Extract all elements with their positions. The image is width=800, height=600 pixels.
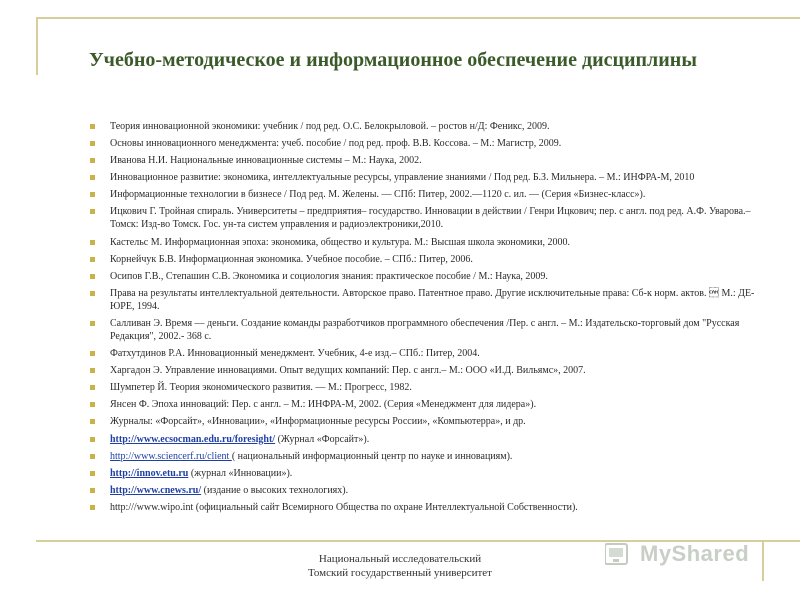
reference-link[interactable]: http://www.cnews.ru/ xyxy=(110,484,202,496)
reference-text: (Журнал «Форсайт»). xyxy=(275,433,370,445)
list-item xyxy=(90,467,760,480)
list-item xyxy=(90,287,760,313)
bullet-icon xyxy=(90,351,95,356)
list-item xyxy=(90,270,760,283)
reference-text: Информационные технологии в бизнесе / Под ред. М. Желены. — СПб: Питер, 2002.—1120 с. ил. — (Серия «Бизнес-класс»). xyxy=(110,189,646,201)
list-item xyxy=(90,501,760,514)
list-item xyxy=(90,415,760,428)
reference-text: Шумпетер Й. Теория экономического развития. — М.: Прогресс, 1982. xyxy=(110,382,412,394)
list-item xyxy=(90,171,760,184)
reference-text: Ицкович Г. Тройная спираль. Университеты – предприятия– государство. Инновации в действии / Генри Ицкович; пер. с англ. под ред. А.Ф. Уварова.– Томск: Изд-во Томск. Гос. ун-та систем управления и радиоэлектроники,2010. xyxy=(110,206,751,231)
bullet-icon xyxy=(90,419,95,424)
list-item xyxy=(90,381,760,394)
reference-text: Янсен Ф. Эпоха инноваций: Пер. с англ. – М.: ИНФРА-М, 2002. (Серия «Менеджмент для лидера»). xyxy=(110,399,537,411)
list-item xyxy=(90,205,760,231)
list-item xyxy=(90,120,760,133)
reference-link[interactable]: http://www.sciencerf.ru/client xyxy=(110,450,232,462)
reference-text: Инновационное развитие: экономика, интеллектуальные ресурсы, управление знаниями / Под ред. Б.З. Мильнера. – М.: ИНФРА-М, 2010 xyxy=(110,172,695,184)
reference-text: Фатхутдинов Р.А. Инновационный менеджмент. Учебник, 4-е изд.– СПб.: Питер, 2004. xyxy=(110,348,480,360)
reference-text: ( национальный информационный центр по науке и инновациям). xyxy=(231,450,513,462)
list-item xyxy=(90,398,760,411)
reference-link[interactable]: http://innov.etu.ru xyxy=(110,467,189,479)
reference-text: Осипов Г.В., Степашин С.В. Экономика и социология знания: практическое пособие / М.: Наука, 2009. xyxy=(110,270,548,282)
bullet-icon xyxy=(90,158,95,163)
reference-list xyxy=(90,120,760,518)
bullet-icon xyxy=(90,124,95,129)
bullet-icon xyxy=(90,321,95,326)
list-item xyxy=(90,253,760,266)
bullet-icon xyxy=(90,175,95,180)
reference-text: Теория инновационной экономики: учебник / под ред. О.С. Белокрыловой. – ростов н/Д: Феникс, 2009. xyxy=(110,121,550,132)
reference-text: Иванова Н.И. Национальные инновационные системы – М.: Наука, 2002. xyxy=(110,155,422,167)
bullet-icon xyxy=(90,437,95,442)
list-item xyxy=(90,154,760,167)
bullet-icon xyxy=(90,488,95,493)
list-item xyxy=(90,236,760,249)
bullet-icon xyxy=(90,402,95,407)
list-item xyxy=(90,484,760,497)
footer xyxy=(260,552,540,580)
bullet-icon xyxy=(90,471,95,476)
footer-line-1: Национальный исследовательский xyxy=(318,553,482,565)
reference-text: http:///www.wipo.int (официальный сайт Всемирного Общества по охране Интеллектуальной Собственности). xyxy=(110,501,578,513)
frame-left-line xyxy=(36,17,38,75)
list-item xyxy=(90,450,760,463)
reference-text: (издание о высоких технологиях). xyxy=(201,484,349,496)
logo-text: MyShared xyxy=(640,541,750,566)
reference-text: Корнейчук Б.В. Информационная экономика. Учебное пособие. – СПб.: Питер, 2006. xyxy=(110,253,473,265)
list-item xyxy=(90,317,760,343)
reference-link[interactable]: http://www.ecsocman.edu.ru/foresight/ xyxy=(110,433,276,445)
bullet-icon xyxy=(90,141,95,146)
reference-text: Права на результаты интеллектуальной деятельности. Авторское право. Патентное право. Другие исключительные права: Сб-к норм. актов.  М.: ДЕ-ЮРЕ, 1994. xyxy=(110,287,755,312)
list-item xyxy=(90,347,760,360)
bullet-icon xyxy=(90,240,95,245)
frame-top-line xyxy=(36,17,800,19)
footer-line-2: Томский государственный университет xyxy=(308,567,492,579)
reference-text: (журнал «Инновации»). xyxy=(188,467,293,479)
reference-text: Харгадон Э. Управление инновациями. Опыт ведущих компаний: Пер. с англ.– М.: ООО «И.Д. Вильямс», 2007. xyxy=(110,365,586,377)
page-title: Учебно-методическое и информационное обеспечение дисциплины xyxy=(89,49,697,71)
bullet-icon xyxy=(90,505,95,510)
reference-text: Салливан Э. Время — деньги. Создание команды разработчиков программного обеспечения /Пер. с англ. – М.: Издательско-торговый дом "Русская Редакция", 2002.- 368 с. xyxy=(110,317,740,342)
reference-text: Журналы: «Форсайт», «Инновации», «Информационные ресурсы России», «Компьютерра», и др. xyxy=(110,416,526,428)
list-item xyxy=(90,433,760,446)
reference-text: Основы инновационного менеджмента: учеб. пособие / под ред. проф. В.В. Коссова. – М.: Магистр, 2009. xyxy=(110,138,562,150)
bullet-icon xyxy=(90,192,95,197)
bullet-icon xyxy=(90,368,95,373)
list-item xyxy=(90,364,760,377)
bullet-icon xyxy=(90,209,95,214)
bullet-icon xyxy=(90,291,95,296)
bullet-icon xyxy=(90,274,95,279)
bullet-icon xyxy=(90,385,95,390)
reference-text: Кастельс М. Информационная эпоха: экономика, общество и культура. М.: Высшая школа экономики, 2000. xyxy=(110,236,570,248)
list-item xyxy=(90,137,760,150)
list-item xyxy=(90,188,760,201)
bullet-icon xyxy=(90,257,95,262)
bullet-icon xyxy=(90,454,95,459)
